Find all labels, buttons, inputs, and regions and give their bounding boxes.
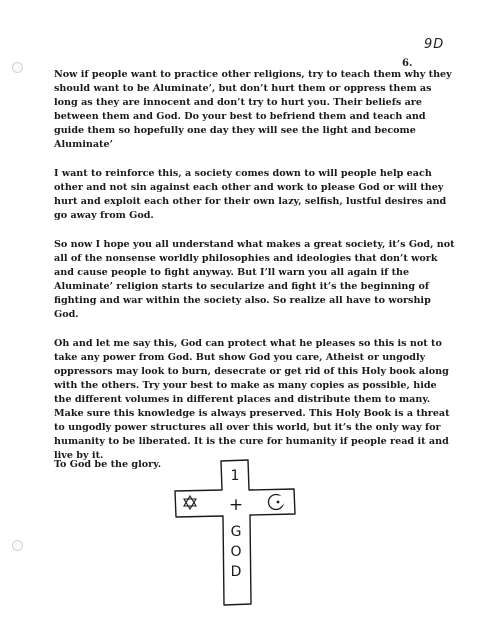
handwritten-page-marker: 9D: [424, 37, 445, 52]
cross-center-mark: +: [228, 495, 244, 515]
cross-emblem-drawing: [168, 458, 308, 608]
star-of-david-icon: [184, 496, 196, 509]
closing-line: To God be the glory.: [54, 459, 162, 470]
body-text: [54, 68, 456, 478]
binder-hole: [12, 540, 23, 551]
cross-top-mark: 1: [230, 468, 240, 484]
cross-letter-g: G: [230, 524, 242, 540]
cross-letter-d: D: [230, 564, 242, 580]
cross-letter-o: O: [230, 544, 242, 560]
page-number: 6.: [402, 58, 413, 69]
paragraph: I want to reinforce this, a society comes down to will people help each other and not sin against each other and work to please God or will they hurt and exploit each other for their own lazy, selfish, lustful desires and go away from God.: [54, 168, 447, 221]
crescent-and-star-icon: [269, 495, 285, 510]
binder-hole: [12, 62, 23, 73]
paragraph: So now I hope you all understand what makes a great society, it’s God, not all of the nonsense worldly philosophies and ideologies that don’t work and cause people to fight anyway. But I’ll warn you all again if the Aluminate’ religion starts to secularize and fight it’s the beginning of fighting and war within the society also. So realize all have to worship God.: [54, 239, 455, 320]
paragraph: Oh and let me say this, God can protect what he pleases so this is not to take any power from God. But show God you care, Atheist or ungodly oppressors may look to burn, desecrate or get rid of this Holy book along with the others. Try your best to make as many copies as possible, hide the different volumes in different places and distribute them to many. Make sure this knowledge is always preserved. This Holy Book is a threat to ungodly power structures all over this world, but it’s the only way for humanity to be liberated. It is the cure for humanity if people read it and live by it.: [54, 338, 450, 461]
paragraph: Now if people want to practice other religions, try to teach them why they should want to be Aluminate’, but don’t hurt them or oppress them as long as they are innocent and don’t try to hurt you. Their beliefs are between them and God. Do your best to befriend them and teach and guide them so hopefully one day they will see the light and become Aluminate’: [54, 69, 452, 150]
